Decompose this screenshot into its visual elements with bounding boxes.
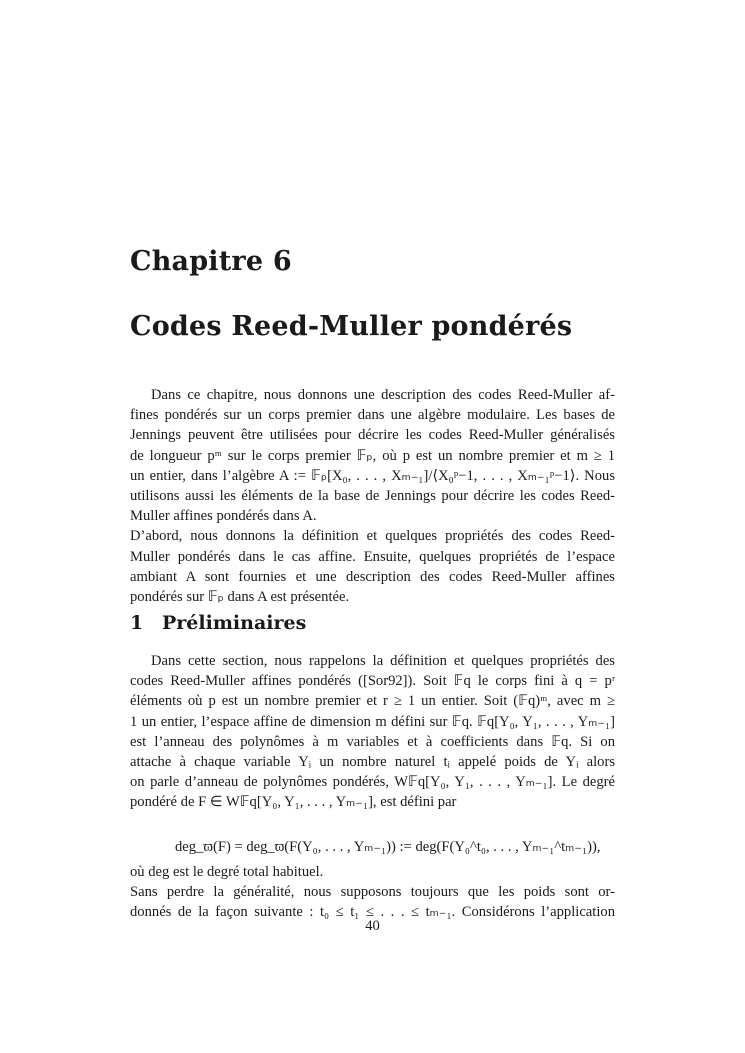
section-line: est l’anneau des polynômes à m variables et à coefficients dans 𝔽q. Si on <box>130 733 615 750</box>
intro-line: utilisons aussi les éléments de la base de Jennings pour décrire les codes Reed- <box>130 487 615 504</box>
intro-line: pondérés sur 𝔽ₚ dans A est présentée. <box>130 588 350 605</box>
intro-line: Jennings peuvent être utilisées pour décrire les codes Reed-Muller généralisés <box>130 427 615 444</box>
section-line: pondéré de F ∈ W𝔽q[Y₀, Y₁, . . . , Yₘ₋₁], est défini par <box>130 794 457 811</box>
closing-line: où deg est le degré total habituel. <box>130 864 324 880</box>
section-paragraph <box>130 651 615 813</box>
section-line: Dans cette section, nous rappelons la définition et quelques propriétés des <box>151 653 615 669</box>
intro-line: Dans ce chapitre, nous donnons une description des codes Reed-Muller af- <box>151 387 615 403</box>
intro-paragraph <box>130 385 615 607</box>
section-line: 1 un entier, l’espace affine de dimension m défini sur 𝔽q. 𝔽q[Y₀, Y₁, . . . , Yₘ₋₁] <box>130 713 615 730</box>
intro-line: Muller affines pondérés dans A. <box>130 508 317 525</box>
intro-line: Muller pondérés dans le cas affine. Ensuite, quelques propriétés de l’espace <box>130 548 615 565</box>
intro-line: D’abord, nous donnons la définition et quelques propriétés des codes Reed- <box>130 528 615 545</box>
closing-paragraph <box>130 862 615 923</box>
section-line: éléments où p est un nombre premier et r ≥ 1 un entier. Soit (𝔽q)ᵐ, avec m ≥ <box>130 693 615 710</box>
section-line: on parle d’anneau de polynômes pondérés, W𝔽q[Y₀, Y₁, . . . , Yₘ₋₁]. Le degré <box>130 774 615 791</box>
page-number: 40 <box>365 918 380 934</box>
intro-line: de longueur pᵐ sur le corps premier 𝔽ₚ, où p est un nombre premier et m ≥ 1 <box>130 447 615 464</box>
intro-line: ambiant A sont fournies et une description des codes Reed-Muller affines <box>130 568 615 585</box>
closing-line: Sans perdre la généralité, nous supposons toujours que les poids sont or- <box>130 884 615 901</box>
section-number: 1 <box>130 612 144 634</box>
chapter-label: Chapitre 6 <box>130 246 292 277</box>
weighted-degree-formula <box>175 838 600 856</box>
intro-line: un entier, dans l’algèbre A := 𝔽ₚ[X₀, . . . , Xₘ₋₁]/⟨X₀ᵖ−1, . . . , Xₘ₋₁ᵖ−1⟩. Nous <box>130 467 615 484</box>
chapter-title: Codes Reed-Muller pondérés <box>130 311 573 342</box>
closing-line: donnés de la façon suivante : t₀ ≤ t₁ ≤ . . . ≤ tₘ₋₁. Considérons l’application <box>130 904 615 921</box>
section-title: Préliminaires <box>162 612 307 634</box>
formula-text: deg_ϖ(F) = deg_ϖ(F(Y₀, . . . , Yₘ₋₁)) := deg(F(Y₀^t₀, . . . , Yₘ₋₁^tₘ₋₁)), <box>175 839 601 855</box>
section-heading <box>130 612 306 634</box>
section-line: attache à chaque variable Yᵢ un nombre naturel tᵢ appelé poids de Yᵢ alors <box>130 753 615 770</box>
section-line: codes Reed-Muller affines pondérés ([Sor92]). Soit 𝔽q le corps fini à q = pʳ <box>130 673 615 690</box>
intro-line: fines pondérés sur un corps premier dans une algèbre modulaire. Les bases de <box>130 407 615 424</box>
